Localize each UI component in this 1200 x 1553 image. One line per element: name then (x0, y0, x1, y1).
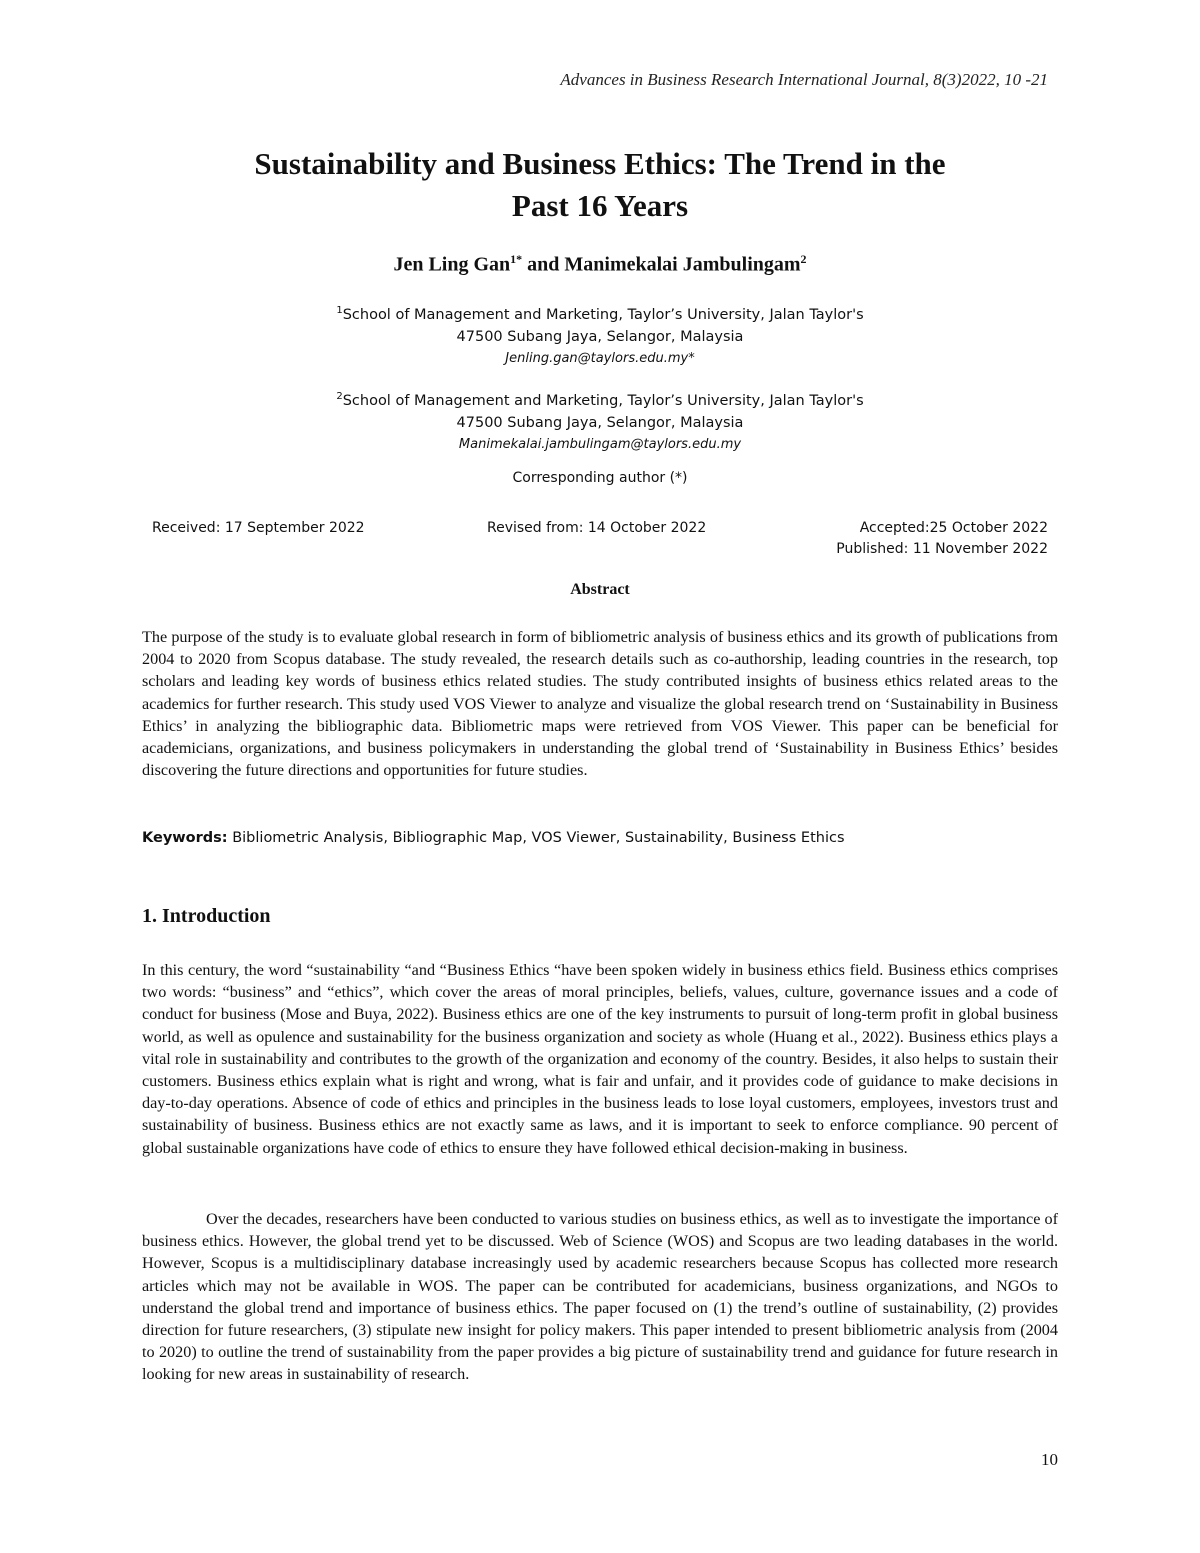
published-date: Published: 11 November 2022 (836, 541, 1048, 557)
keywords-label: Keywords: (142, 830, 228, 846)
corresponding-author-note: Corresponding author (*) (512, 470, 688, 486)
author-connector: and (522, 253, 565, 276)
affiliation-1-line-2: 47500 Subang Jaya, Selangor, Malaysia (456, 328, 744, 345)
affiliation-2-number: 2 (336, 391, 343, 402)
journal-header: Advances in Business Research International Journal, 8(3)2022, 10 -21 (560, 70, 1048, 89)
section-heading-introduction: 1. Introduction (142, 905, 271, 927)
affiliation-1-line-1 (150, 300, 1050, 326)
affiliation-1-number: 1 (336, 305, 343, 316)
affiliation-2-institution: School of Management and Marketing, Taylor’s University, Jalan Taylor's (342, 392, 864, 409)
author-name-2: Manimekalai Jambulingam (564, 253, 801, 276)
revised-date: Revised from: 14 October 2022 (487, 520, 707, 536)
keywords-list: Bibliometric Analysis, Bibliographic Map, VOS Viewer, Sustainability, Business Ethics (227, 830, 845, 846)
author-name-1: Jen Ling Gan (393, 253, 511, 276)
affiliation-2-line-1 (150, 386, 1050, 412)
introduction-paragraph-1: In this century, the word “sustainability “and “Business Ethics “have been spoken widely in business ethics field. Business ethics comprises two words: “business” and “ethics”, which cover the areas of moral principles, beliefs, values, culture, governance issues and a code of conduct for business (Mose and Buya, 2022). Business ethics are one of the key instruments to pursuit of long-term profit in global business world, as well as opulence and sustainability for the business organization and society as whole (Huang et al., 2022). Business ethics plays a vital role in sustainability and contributes to the growth of the organization and economy of the country. Besides, it also helps to sustain their customers. Business ethics explain what is right and wrong, what is fair and unfair, and it provides code of guidance to make decisions in day-to-day operations. Absence of code of ethics and principles in the business leads to lose loyal customers, employees, investors trust and sustainability of business. Business ethics are not exactly same as laws, and it is important to seek to enforce compliance. 90 percent of global sustainable organizations have code of ethics to ensure they have followed ethical decision-making in business. (142, 961, 1058, 1157)
affiliation-2-email[interactable]: Manimekalai.jambulingam@taylors.edu.my (458, 436, 742, 452)
title-line-1: Sustainability and Business Ethics: The Trend in the (254, 146, 946, 181)
affiliation-1-email[interactable]: Jenling.gan@taylors.edu.my* (505, 350, 695, 366)
received-date: Received: 17 September 2022 (152, 520, 365, 536)
author-list (150, 252, 1050, 277)
keywords (142, 830, 1058, 846)
paper-title (150, 143, 1050, 227)
affiliation-2-line-2: 47500 Subang Jaya, Selangor, Malaysia (456, 414, 744, 431)
title-line-2: Past 16 Years (511, 188, 689, 223)
accepted-date: Accepted:25 October 2022 (859, 520, 1048, 536)
page-number: 10 (1041, 1450, 1058, 1469)
author-1-affiliation-mark: 1* (510, 252, 523, 266)
affiliation-1 (150, 300, 1050, 370)
affiliation-1-institution: School of Management and Marketing, Taylor’s University, Jalan Taylor's (342, 306, 864, 323)
author-2-affiliation-mark: 2 (800, 252, 807, 266)
abstract-heading: Abstract (570, 581, 630, 598)
introduction-paragraph-2: Over the decades, researchers have been conducted to various studies on business ethics, as well as to investigate the importance of business ethics. However, the global trend yet to be discussed. Web of Science (WOS) and Scopus are two leading databases in the world. However, Scopus is a multidisciplinary database increasingly used by academic researchers because Scopus has collected more research articles which may not be available in WOS. The paper can be contributed for academicians, business organizations, and NGOs to understand the global trend and importance of business ethics. The paper focused on (1) the trend’s outline of sustainability, (2) provides direction for future researchers, (3) stipulate new insight for policy makers. This paper intended to present bibliometric analysis from (2004 to 2020) to outline the trend of sustainability from the paper provides a big picture of sustainability trend and guidance for future research in looking for new areas in sustainability of research. (142, 1210, 1058, 1384)
affiliation-2 (150, 386, 1050, 456)
abstract-text: The purpose of the study is to evaluate global research in form of bibliometric analysis of business ethics and its growth of publications from 2004 to 2020 from Scopus database. The study revealed, the research details such as co-authorship, leading countries in the research, top scholars and leading key words of business ethics related studies. The study contributed insights of business ethics related areas to the academics for further research. This study used VOS Viewer to analyze and visualize the global research trend on ‘Sustainability in Business Ethics’ in analyzing the bibliographic data. Bibliometric maps were retrieved from VOS Viewer. This paper can be beneficial for academicians, organizations, and business policymakers in understanding the global trend of ‘Sustainability in Business Ethics’ besides discovering the future directions and opportunities for future studies. (142, 628, 1058, 780)
